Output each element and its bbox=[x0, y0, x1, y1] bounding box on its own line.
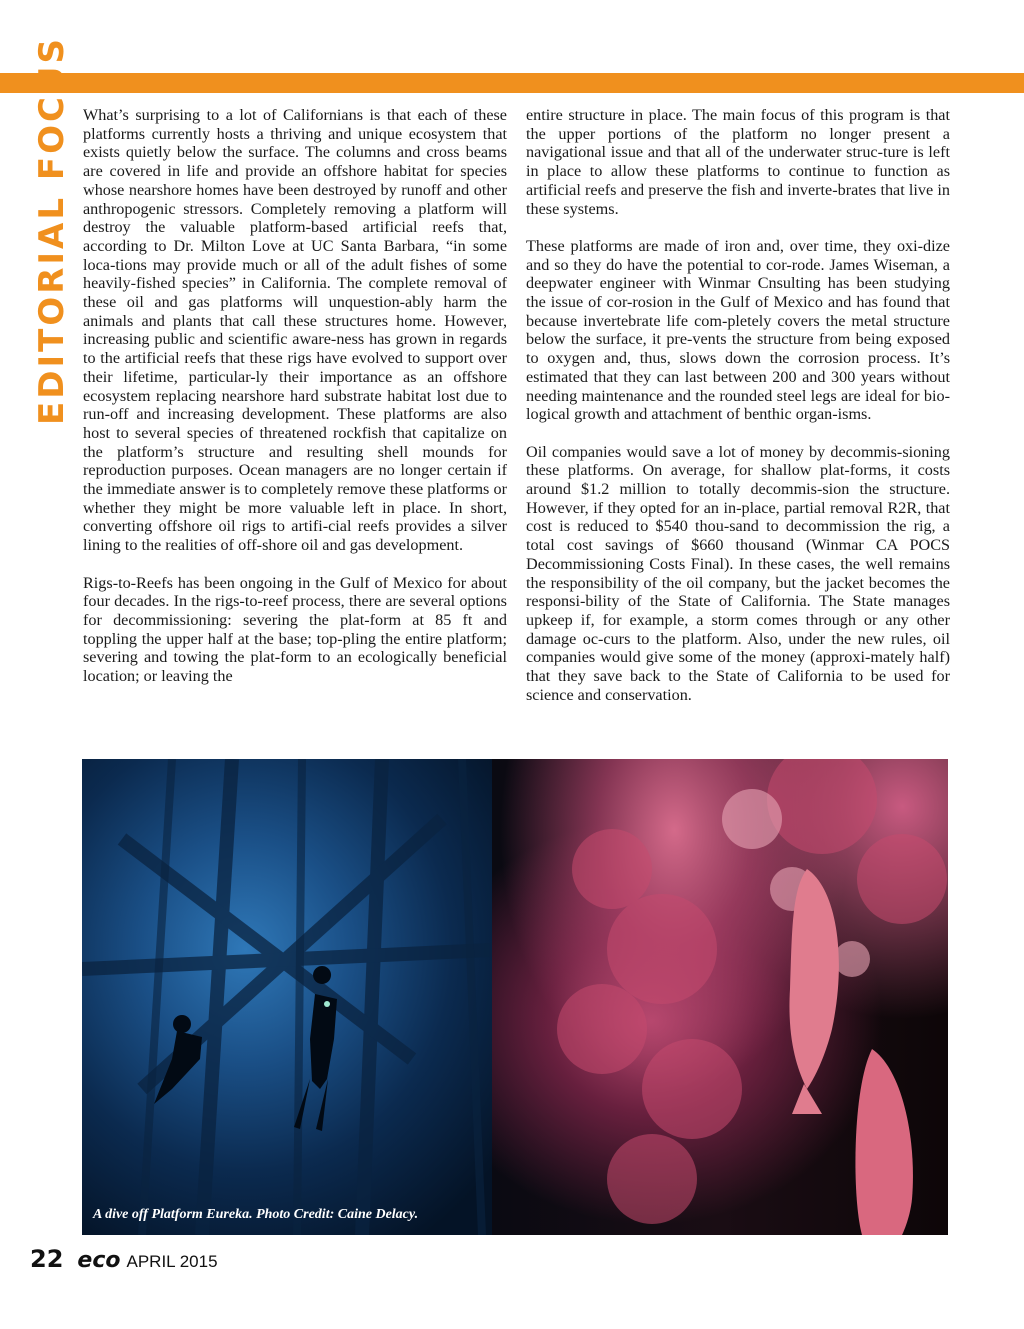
diver-scene-image bbox=[82, 759, 512, 1235]
platform-structure-illustration bbox=[82, 759, 512, 1235]
section-label: EDITORIAL FOCUS bbox=[32, 35, 72, 425]
page-footer bbox=[30, 1245, 218, 1275]
photo-caption: A dive off Platform Eureka. Photo Credit: Caine Delacy. bbox=[93, 1207, 419, 1222]
page-number: 22 bbox=[30, 1245, 64, 1273]
magazine-logo: eco bbox=[77, 1248, 121, 1273]
issue-date: APRIL 2015 bbox=[126, 1252, 218, 1271]
reef-fish-image bbox=[492, 759, 948, 1235]
right-text-column bbox=[526, 106, 950, 723]
paragraph: Rigs-to-Reefs has been ongoing in the Gulf of Mexico for about four decades. In the rigs-to-reef process, there are several options for decommissioning: severing the plat-form at 85 ft and toppling the upper half at the base; top-pling the entire platform; severing and towing the plat-form to an ecologically beneficial location; or leaving the bbox=[83, 573, 507, 686]
section-color-bar bbox=[0, 73, 1024, 93]
feature-photo bbox=[82, 759, 948, 1235]
paragraph: These platforms are made of iron and, over time, they oxi-dize and so they do have the potential to cor-rode. James Wiseman, a deepwater engineer with Winmar Cnsulting has been studying the issue of cor-rosion in the Gulf of Mexico and has found that because invertebrate life com-pletely covers the metal structure below the surface, it pre-vents the structure from being exposed to oxygen and, thus, slows down the corrosion process. It’s estimated that they can last between 200 and 300 years without needing maintenance and the rounded steel legs are ideal for bio-logical growth and attachment of benthic organ-isms. bbox=[526, 236, 950, 424]
paragraph: entire structure in place. The main focus of this program is that the upper portions of the platform no longer present a navigational issue and that all of the underwater struc-ture is left in place to allow these platforms to continue to function as artificial reefs and preserve the fish and inverte-brates that live in these systems. bbox=[526, 106, 950, 218]
paragraph: What’s surprising to a lot of Californians is that each of these platforms currently hosts a thriving and unique ecosystem that exists quietly below the surface. The columns and cross beams are covered in life and provide an offshore habitat for species whose nearshore homes have been destroyed by runoff and other anthropogenic stressors. Completely removing a platform will destroy the valuable platform-based artificial reefs that, according to Dr. Milton Love at UC Santa Barbara, “in some loca-tions may provide much or all of the adult fishes of some heavily-fished species” in California. The complete removal of these oil and gas platforms will unquestion-ably harm the animals and plants that call these structures home. However, increasing public and scientific aware-ness has grown in regards to the artificial reefs that these rigs have evolved to support over their lifetime, particular-ly their importance as an offshore ecosystem replacing nearshore hard substrate habitat lost due to run-off and increasing development. These platforms are also host to several species of threatened rockfish that capitalize on the platform’s structure and resulting shell mounds for reproduction purposes. Ocean managers are no longer certain if the immediate answer is to completely remove these platforms or whether they might be more valuable left in place. In short, converting offshore oil rigs to artifi-cial reefs provides a silver lining to the realities of off-shore oil and gas development. bbox=[83, 106, 507, 555]
rockfish-illustration bbox=[492, 759, 948, 1235]
left-text-column bbox=[83, 106, 507, 704]
paragraph: Oil companies would save a lot of money by decommis-sioning these platforms. On average, for shallow plat-forms, it costs around $1.2 million to totally decommis-sion the structure. However, if they opted for an in-place, partial removal R2R, that cost is reduced to $540 thou-sand to decommission the rig, a total cost savings of $660 thousand (Winmar CA POCS Decommissioning Costs Final). In these cases, the well remains the responsibility of the oil company, but the jacket becomes the responsi-bility of the State of California. The State manages upkeep if, for example, a storm comes through or any other damage oc-curs to the platform. Also, under the new rules, oil companies would give some of the money (approxi-mately half) that they save back to the State of California to be used for science and conservation. bbox=[526, 442, 950, 704]
